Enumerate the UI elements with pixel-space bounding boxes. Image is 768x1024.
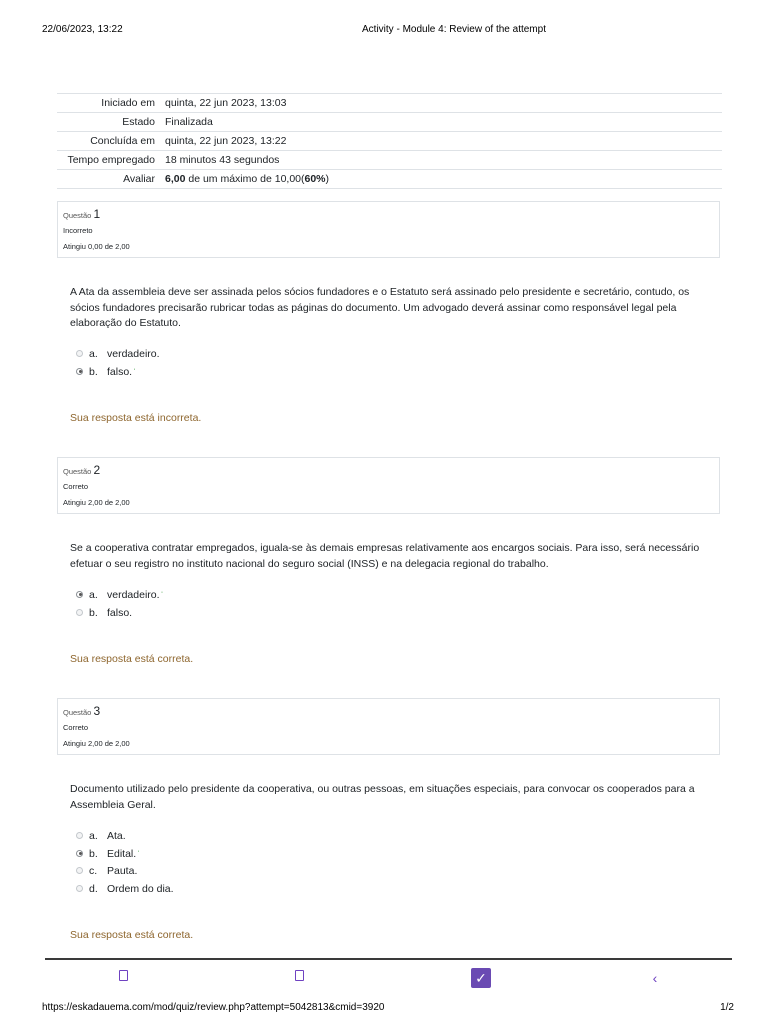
question-text: Se a cooperativa contratar empregados, iguala-se às demais empresas relativamente aos encargos sociais. Para isso, será necessário efetuar o seu registro no instituto nacional do seguro social (INSS) e na delegacia regional do trabalho. <box>70 542 700 570</box>
answer-option[interactable] <box>76 347 160 361</box>
question-state: Incorreto <box>63 226 93 235</box>
summary-value: 18 minutos 43 segundos <box>160 151 722 170</box>
summary-row <box>57 94 722 113</box>
summary-row <box>57 151 722 170</box>
question-text: A Ata da assembleia deve ser assinada pelos sócios fundadores e o Estatuto será assinado pelo presidente e secretário, contudo, os sócios fundadores precisarão rubricar todas as páginas do documento. Um advogado deverá assinar como responsável legal pela elaboração do Estatuto. <box>70 286 690 329</box>
answer-option[interactable] <box>76 882 174 896</box>
answer-option[interactable] <box>76 365 136 379</box>
question-num: 2 <box>93 463 101 477</box>
summary-key: Concluída em <box>57 132 160 151</box>
summary-key: Iniciado em <box>57 94 160 113</box>
summary-key: Tempo empregado <box>57 151 160 170</box>
summary-row-grade <box>57 170 722 189</box>
attempt-summary-table <box>57 93 722 189</box>
summary-value: quinta, 22 jun 2023, 13:22 <box>160 132 722 151</box>
question-state: Correto <box>63 482 89 491</box>
question-state: Correto <box>63 723 89 732</box>
answer-letter: b. <box>89 607 98 619</box>
radio-button[interactable] <box>76 867 83 874</box>
answer-option[interactable] <box>76 606 132 620</box>
radio-button[interactable] <box>76 609 83 616</box>
question-number <box>63 704 100 718</box>
question-num: 3 <box>93 704 101 718</box>
question-grade: Atingiu 0,00 de 2,00 <box>63 242 130 251</box>
grade-end: ) <box>325 173 330 185</box>
summary-key: Avaliar <box>57 170 160 189</box>
print-page-number: 1/2 <box>720 1002 734 1013</box>
answer-text: Ordem do dia. <box>107 883 174 895</box>
summary-row <box>57 113 722 132</box>
answer-letter: a. <box>89 830 98 842</box>
question-info-box <box>57 457 720 514</box>
radio-button-selected[interactable] <box>76 591 83 598</box>
answer-text: falso. <box>107 366 133 378</box>
question-number <box>63 207 100 221</box>
answer-letter: b. <box>89 366 98 378</box>
summary-row <box>57 132 722 151</box>
question-label: Questão <box>63 211 92 220</box>
answer-text: Edital. <box>107 848 137 860</box>
page-icon[interactable] <box>289 968 309 988</box>
summary-value: Finalizada <box>160 113 722 132</box>
selection-mark-icon: ˈ <box>137 849 141 859</box>
grade-middle: de um máximo de 10,00( <box>185 173 305 185</box>
print-date: 22/06/2023, 13:22 <box>42 24 123 35</box>
question-grade: Atingiu 2,00 de 2,00 <box>63 498 130 507</box>
print-footer <box>0 1002 768 1016</box>
question-label: Questão <box>63 708 92 717</box>
page-icon[interactable] <box>113 968 133 988</box>
radio-button-selected[interactable] <box>76 368 83 375</box>
question-grade: Atingiu 2,00 de 2,00 <box>63 739 130 748</box>
bottom-navbar <box>45 958 732 992</box>
answer-option[interactable] <box>76 847 140 861</box>
answer-feedback: Sua resposta está correta. <box>70 929 194 941</box>
answer-text: verdadeiro. <box>107 348 160 360</box>
question-info-box <box>57 201 720 258</box>
answer-option[interactable] <box>76 829 126 843</box>
answer-feedback: Sua resposta está incorreta. <box>70 412 202 424</box>
question-info-box <box>57 698 720 755</box>
question-number <box>63 463 100 477</box>
print-url: https://eskadauema.com/mod/quiz/review.php?attempt=5042813&cmid=3920 <box>42 1002 385 1013</box>
grade-score: 6,00 <box>165 173 186 185</box>
answer-text: falso. <box>107 607 133 619</box>
back-icon[interactable]: ‹ <box>652 970 658 986</box>
answer-option[interactable] <box>76 864 137 878</box>
radio-button[interactable] <box>76 350 83 357</box>
answer-letter: c. <box>89 865 98 877</box>
radio-button[interactable] <box>76 885 83 892</box>
answer-feedback: Sua resposta está correta. <box>70 653 194 665</box>
answer-letter: b. <box>89 848 98 860</box>
answer-text: Ata. <box>107 830 126 842</box>
radio-button[interactable] <box>76 832 83 839</box>
summary-grade-value <box>160 170 722 189</box>
check-icon[interactable]: ✓ <box>471 968 491 988</box>
summary-key: Estado <box>57 113 160 132</box>
answer-letter: d. <box>89 883 98 895</box>
selection-mark-icon: ˈ <box>160 590 164 600</box>
question-num: 1 <box>93 207 101 221</box>
answer-text: verdadeiro. <box>107 589 160 601</box>
answer-option[interactable] <box>76 588 164 602</box>
summary-value: quinta, 22 jun 2023, 13:03 <box>160 94 722 113</box>
grade-percent: 60% <box>304 173 326 185</box>
answer-text: Pauta. <box>107 865 138 877</box>
print-header <box>0 24 768 38</box>
answer-letter: a. <box>89 348 98 360</box>
print-title: Activity - Module 4: Review of the attempt <box>362 24 546 35</box>
answer-letter: a. <box>89 589 98 601</box>
radio-button-selected[interactable] <box>76 850 83 857</box>
selection-mark-icon: ˈ <box>133 367 137 377</box>
question-text: Documento utilizado pelo presidente da cooperativa, ou outras pessoas, em situações especiais, para convocar os cooperados para a Assembleia Geral. <box>70 783 695 811</box>
question-label: Questão <box>63 467 92 476</box>
